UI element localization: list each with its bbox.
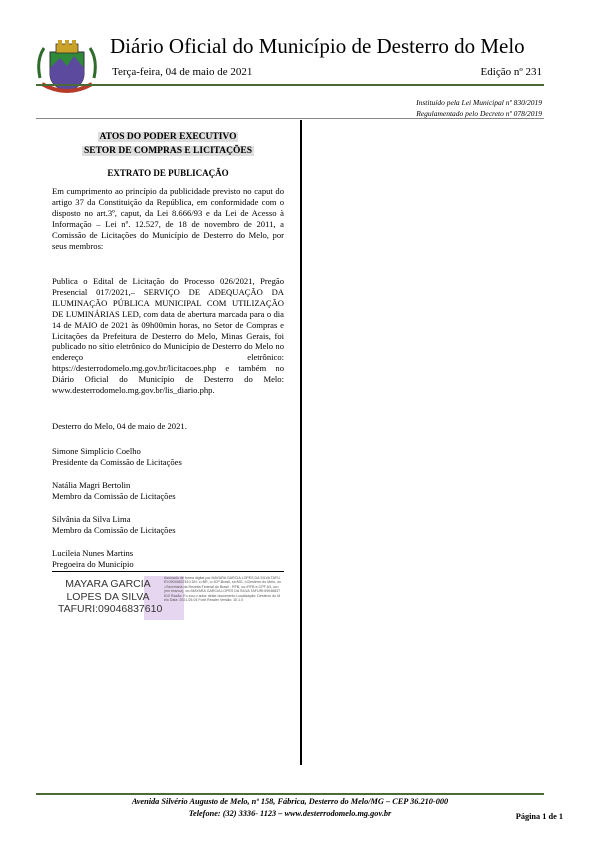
digital-signature-line: LOPES DA SILVA [66, 590, 150, 603]
section-heading [52, 130, 284, 158]
signer-role: Membro da Comissão de Licitações [52, 491, 176, 501]
page-title: Diário Oficial do Município de Desterro do Melo [110, 34, 525, 58]
signature-divider [52, 571, 284, 572]
digital-signature-line: MAYARA GARCIA [65, 578, 151, 590]
section-line-1: ATOS DO PODER EXECUTIVO [99, 132, 237, 142]
signer-name: Lucileia Nunes Martins [52, 548, 134, 558]
digital-signature-name [58, 578, 163, 616]
signature-block [52, 480, 176, 502]
institution-info [416, 97, 542, 119]
digital-signature-line: TAFURI:09046837610 [58, 603, 163, 615]
footer-address: Avenida Silvério Augusto de Melo, nº 158, Fábrica, Desterro do Melo/MG – CEP 36.210-000 [131, 797, 449, 806]
digital-signature-details: Assinado de forma digital por MAYARA GARCIA LOPES DA SILVA TAFURI:09046837610 DN: c=BR, o=ICP-Brasil, st=MG, l=Desterro do Melo, ou=Secretaria da Receita Federal do Brasil - RFB, ou=RFB e-CPF A3, ou=(em branco), cn=MAYARA GARCIA LOPES DA SILVA TAFURI:09046837610 Razão: Eu sou o autor deste documento Localização: Desterro do Melo Data: 2021.05.04 Foxit Reader Versão: 10.1.0 [164, 576, 282, 603]
footer-rule [36, 793, 544, 795]
paragraph-intro: Em cumprimento ao princípio da publicidade previsto no caput do artigo 37 da Constituição da República, em conformidade com o disposto no art.3º, caput, da Lei 8.666/93 e da Lei de Acesso à Informação – Lei nº. 12.527, de 18 de novembro de 2011, a Comissão de Licitações do Município de Desterro do Melo, por seus membros: [52, 186, 284, 251]
paragraph-date: Desterro do Melo, 04 de maio de 2021. [52, 421, 187, 431]
footer-contact: Telefone: (32) 3336- 1123 – www.desterrodomelo.mg.gov.br [188, 809, 392, 818]
municipal-coat-of-arms-icon [36, 38, 98, 98]
signer-name: Simone Simplício Coelho [52, 446, 141, 456]
institution-decree: Regulamentado pelo Decreto nº 078/2019 [416, 109, 542, 118]
section-line-2: SETOR DE COMPRAS E LICITAÇÕES [83, 146, 253, 156]
page-number: Página 1 de 1 [515, 812, 563, 821]
signature-block [52, 548, 134, 570]
issue-date: Terça-feira, 04 de maio de 2021 [112, 66, 253, 78]
signer-role: Presidente da Comissão de Licitações [52, 457, 182, 467]
edition-number: Edição nº 231 [480, 66, 542, 78]
institution-law: Instituído pela Lei Municipal nº 830/2019 [416, 98, 542, 107]
subheader-rule [36, 118, 544, 119]
signer-role: Membro da Comissão de Licitações [52, 525, 176, 535]
signature-block [52, 514, 176, 536]
signer-name: Silvânia da Silva Lima [52, 514, 131, 524]
column-divider [300, 120, 302, 765]
signature-block [52, 446, 182, 468]
article-heading: EXTRATO DE PUBLICAÇÃO [107, 168, 229, 178]
signer-role: Pregoeira do Município [52, 559, 134, 569]
signer-name: Natália Magri Bertolin [52, 480, 131, 490]
paragraph-notice: Publica o Edital de Licitação do Processo 026/2021, Pregão Presencial 017/2021,– SERVIÇO DE ADEQUAÇÃO DA ILUMINAÇÃO PÚBLICA MUNICIPAL COM UTILIZAÇÃO DE LUMINÁRIAS LED, com data de abertura marcada para o dia 14 de MAIO de 2021 às 09h00min horas, no Setor de Compras e Licitações da Prefeitura de Desterro do Melo, Minas Gerais, foi publicado no sítio eletrônico do Município de Desterro do Melo no endereço eletrônico: https://desterrodomelo.mg.gov.br/licitacoes.php e também no Diário Oficial do Município de Desterro do Melo: www.desterrodomelo.mg.gov.br/lis_diario.php. [52, 276, 284, 396]
header-rule [36, 84, 544, 86]
